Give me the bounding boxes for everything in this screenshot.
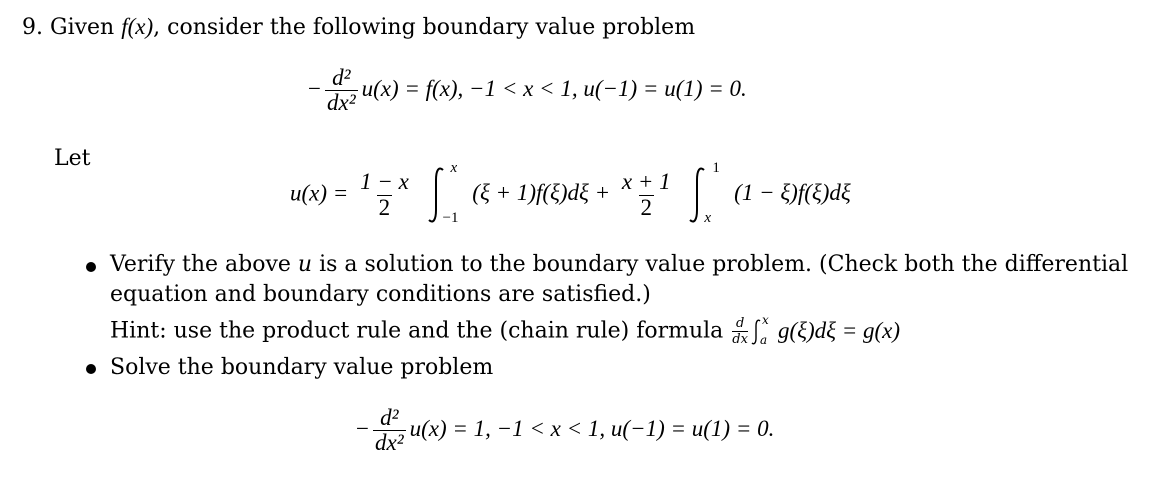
hint-integral-sign (750, 312, 772, 347)
eq3-body: u(x) = 1, −1 < x < 1, u(−1) = u(1) = 0. (409, 415, 775, 441)
problem-number: 9. (22, 15, 43, 40)
equation-solution-formula (290, 160, 851, 226)
int2-lower: x (704, 210, 712, 226)
hint-d-num: d (735, 316, 745, 331)
equation-bvp (308, 66, 747, 115)
intro-text-a: Given (50, 15, 122, 40)
eq1-minus: − (308, 75, 321, 101)
bullet1-u: u (297, 252, 313, 277)
equation-bvp-constant (356, 406, 774, 455)
eq3-derivative-fraction (373, 406, 406, 455)
int1-lower: −1 (442, 210, 459, 226)
eq1-den: dx² (326, 90, 356, 116)
eq3-den: dx² (374, 430, 404, 456)
eq3-minus: − (356, 415, 369, 441)
eq1-body: u(x) = f(x), −1 < x < 1, u(−1) = u(1) = 0. (361, 75, 747, 101)
intro-text-b: , consider the following boundary value problem (153, 15, 696, 40)
eq1-derivative-fraction (325, 66, 358, 115)
eq2-fraction-1 (358, 170, 411, 219)
int1-upper: x (450, 160, 458, 176)
bullet-point-1 (86, 262, 96, 272)
eq2-fraction-2 (620, 170, 673, 219)
eq1-num: d² (332, 65, 351, 90)
hint-d-den: dx (732, 332, 748, 347)
integral-sign-2 (686, 160, 720, 226)
bullet1-hint (110, 312, 901, 347)
hint-int-upper: x (761, 312, 769, 327)
bullet1-line2: equation and boundary conditions are satisfied.) (110, 282, 651, 307)
bullet2-text: Solve the boundary value problem (110, 355, 494, 380)
hint-text-a: Hint: use the product rule and the (chain rule) formula (110, 318, 731, 344)
eq2-frac2-num: x + 1 (621, 169, 671, 195)
eq3-num: d² (380, 405, 399, 430)
intro-fx: f(x) (121, 14, 154, 39)
eq2-frac1-num: 1 − x (360, 169, 409, 195)
eq2-frac2-den: 2 (640, 194, 653, 220)
bullet1-line1-b: is a solution to the boundary value problem. (Check both the differential (312, 252, 1129, 277)
let-label: Let (54, 146, 91, 171)
int2-upper: 1 (712, 160, 720, 176)
eq2-lhs: u(x) = (290, 180, 349, 206)
bullet1-line1 (110, 252, 1128, 277)
eq2-frac1-den: 2 (378, 194, 391, 220)
problem-statement (22, 14, 695, 40)
hint-int-lower: a (759, 332, 768, 347)
eq2-integrand-2: (1 − ξ)f(ξ)dξ (734, 180, 851, 206)
bullet-point-2 (86, 364, 96, 374)
hint-text-b: g(ξ)dξ = g(x) (777, 317, 901, 343)
hint-derivative-fraction (732, 316, 748, 347)
eq2-integrand-1: (ξ + 1)f(ξ)dξ + (472, 180, 611, 206)
integral-sign-1 (425, 160, 459, 226)
bullet1-line1-a: Verify the above (110, 252, 298, 277)
